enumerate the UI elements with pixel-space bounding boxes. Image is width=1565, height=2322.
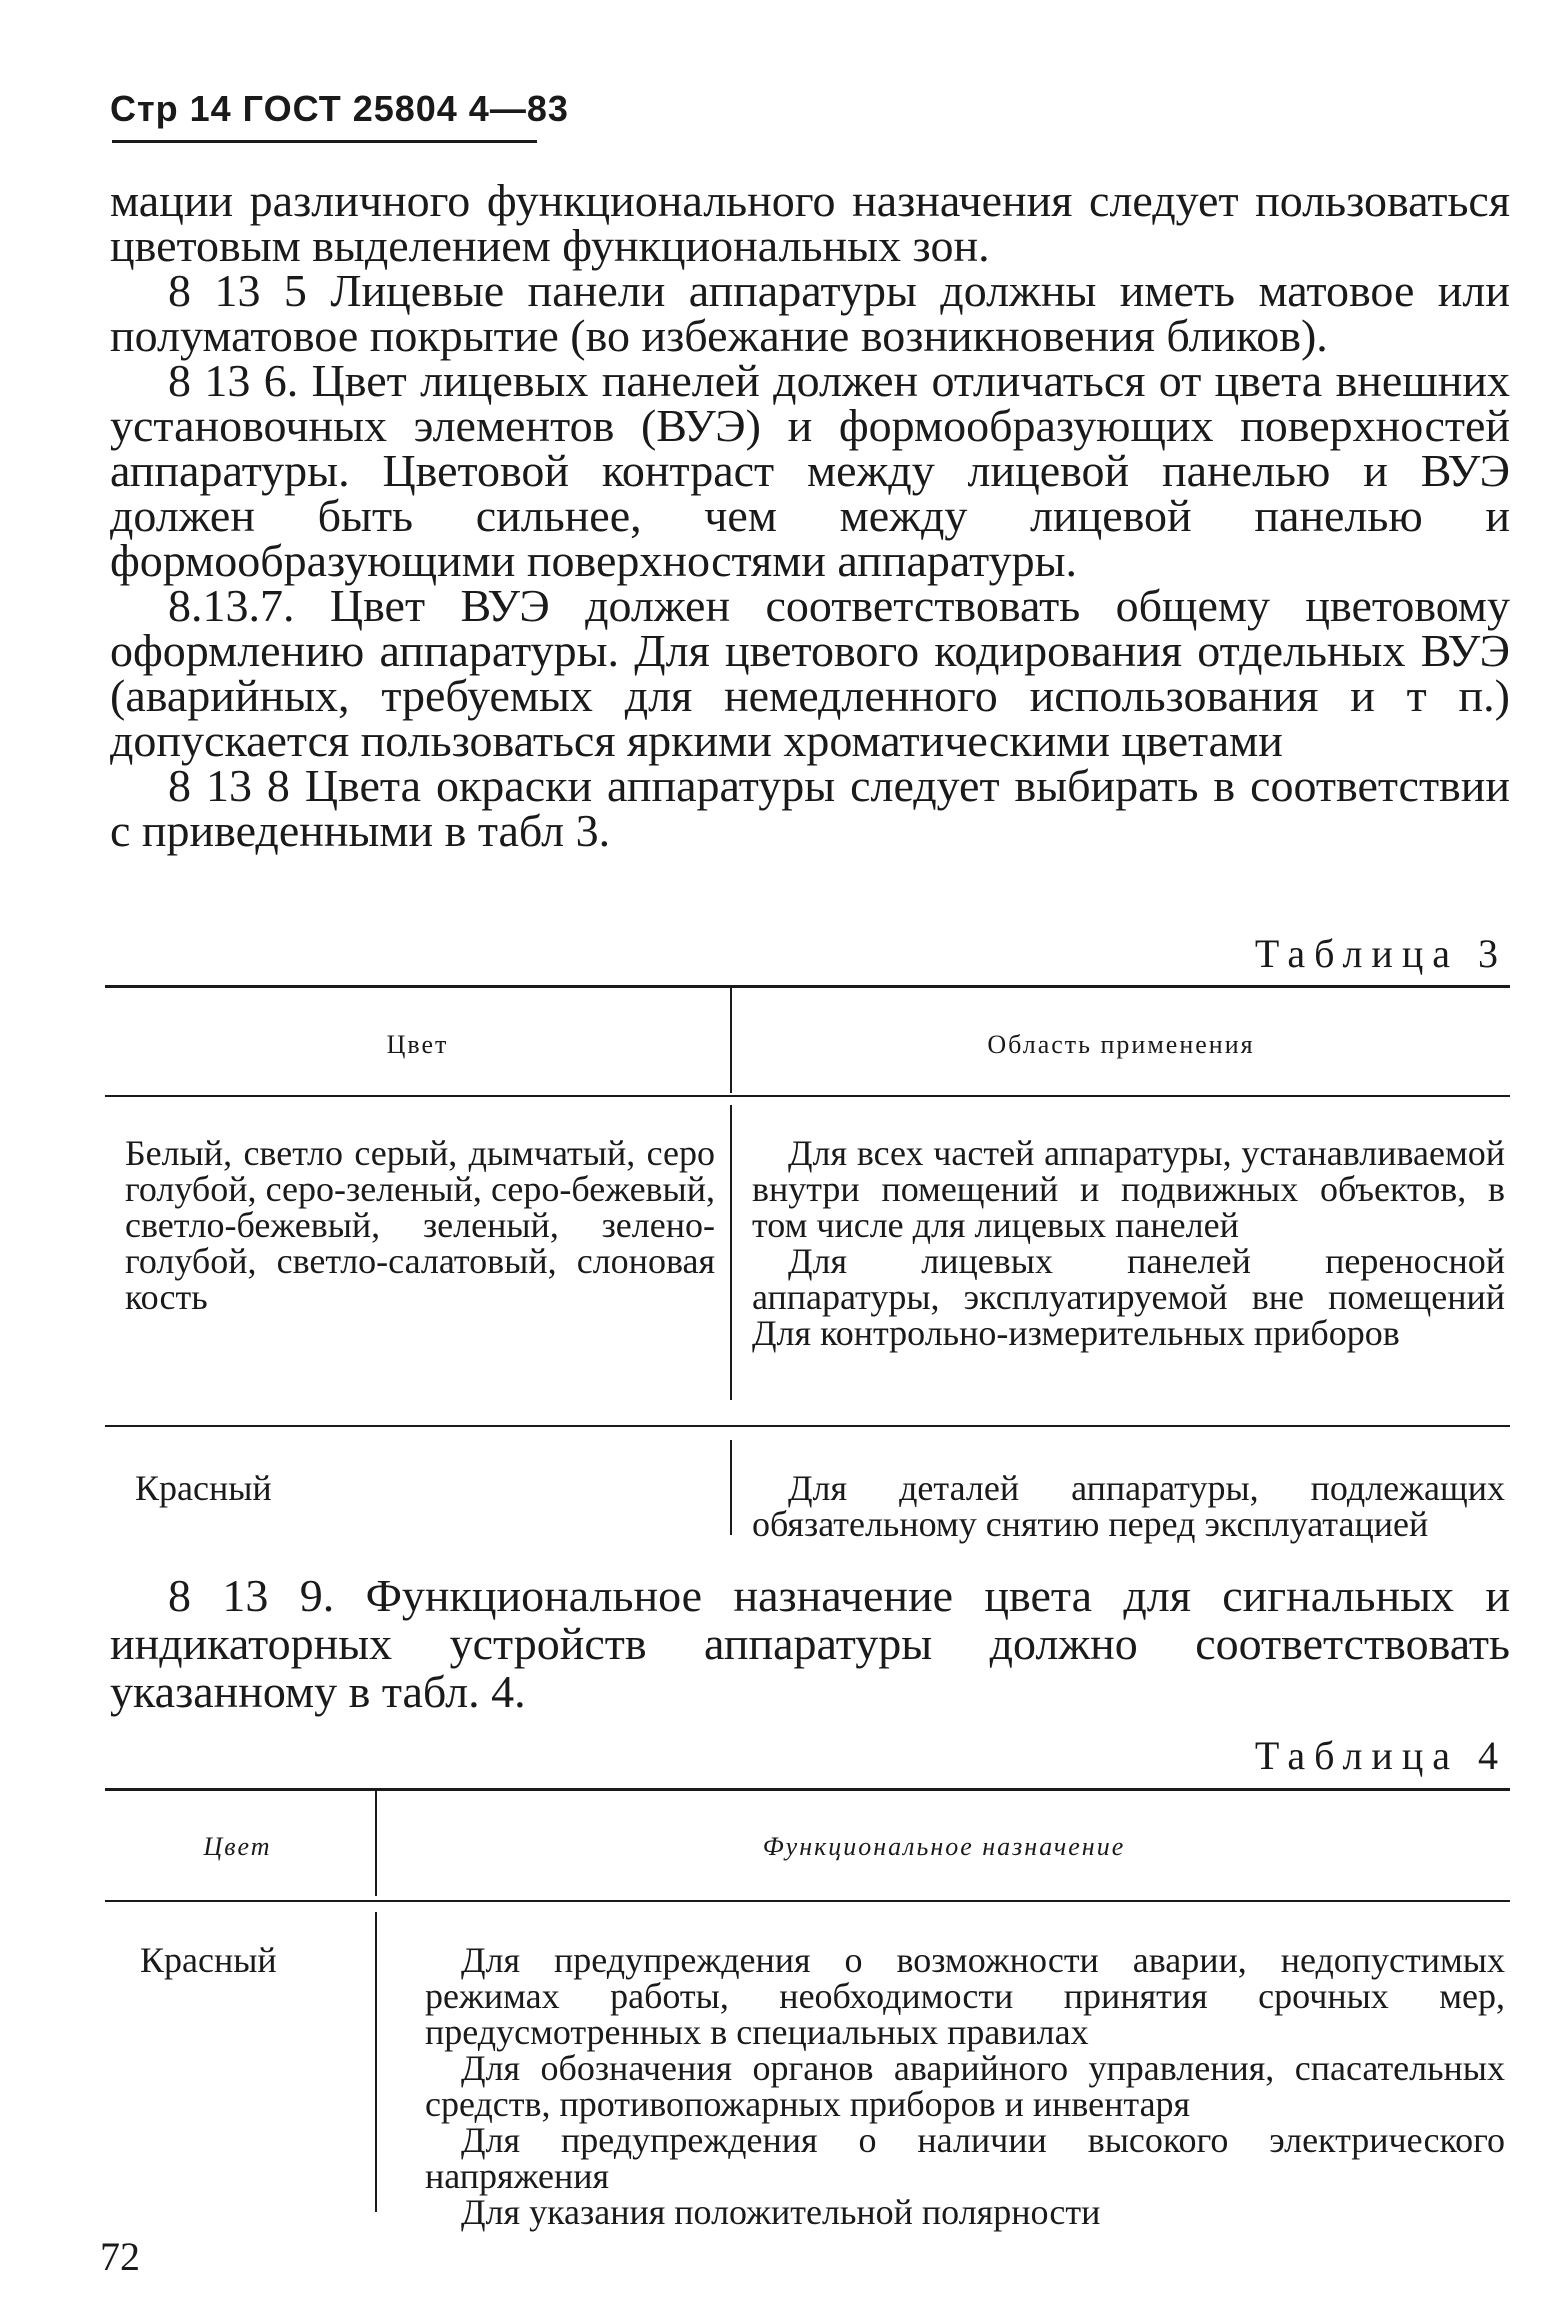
cell-text: Белый, светло серый, дымчатый, серо голубой, серо-зеленый, серо-бежевый, светло-бежевый, зеленый, зелено-голубой, светло-салатовый, слоновая кость (125, 1133, 715, 1317)
table3-row1-divider (730, 1105, 732, 1400)
table3-header-usage: Область применения (987, 1030, 1255, 1059)
paragraph: 8 13 6. Цвет лицевых панелей должен отличаться от цвета внешних установочных элементов (ВУЭ) и формообразующих поверхностей аппаратуры. Цветовой контраст между лицевой панелью и ВУЭ должен быть сильнее, чем между лицевой панелью и формообразующими поверхностями аппаратуры. (110, 355, 1510, 586)
table4-top-rule (105, 1788, 1510, 1791)
cell-text: Для обозначения органов аварийного управления, спасательных средств, противопожарных приборов и инвентаря (425, 2048, 1505, 2124)
table4-header-usage: Функциональное назначение (762, 1832, 1126, 1861)
table3-header-rule (105, 1095, 1510, 1097)
cell-text: Для предупреждения о возможности аварии, недопустимых режимах работы, необходимости принятия срочных мер, предусмотренных в специальных правилах (425, 1940, 1505, 2052)
cell-text: Красный (135, 1468, 272, 1508)
cell-text: Для указания положительной полярности (461, 2192, 1101, 2232)
paragraph: 8 13 5 Лицевые панели аппаратуры должны иметь матовое или полуматовое покрытие (во избежание возникновения бликов). (110, 265, 1510, 361)
page-header: Стр 14 ГОСТ 25804 4—83 (110, 88, 569, 129)
table3-row2-usage (752, 1470, 1505, 1542)
table4-row1-color (140, 1942, 365, 1978)
table3-row-rule (105, 1425, 1510, 1427)
table3-row2-divider (730, 1440, 732, 1535)
table3-row1-color (125, 1135, 715, 1315)
table4-header-divider (375, 1791, 377, 1896)
paragraph-8-13-9 (110, 1572, 1510, 1716)
table3-header-color: Цвет (386, 1030, 449, 1059)
cell-text: Красный (140, 1940, 277, 1980)
page-number: 72 (100, 2234, 140, 2279)
cell-text: Для всех частей аппаратуры, устанавливаемой внутри помещений и подвижных объектов, в том числе для лицевых панелей (752, 1133, 1505, 1245)
table4-row1-divider (375, 1912, 377, 2212)
cell-text: Для лицевых панелей переносной аппаратуры, эксплуатируемой вне помещений Для контрольно-измерительных приборов (752, 1241, 1505, 1353)
cell-text: Для деталей аппаратуры, подлежащих обязательному снятию перед эксплуатацией (752, 1468, 1505, 1544)
table4-header-color: Цвет (203, 1832, 272, 1861)
table3-row1-usage (752, 1135, 1505, 1351)
header-rule (112, 140, 537, 143)
paragraph: 8 13 8 Цвета окраски аппаратуры следует выбирать в соответствии с приведенными в табл 3. (110, 760, 1510, 856)
paragraph: 8.13.7. Цвет ВУЭ должен соответствовать общему цветовому оформлению аппаратуры. Для цветового кодирования отдельных ВУЭ (аварийных, требуемых для немедленного использования и т п.) допускается пользоваться яркими хроматическими цветами (110, 580, 1510, 766)
table4-caption: Таблица 4 (1254, 1733, 1507, 1778)
cell-text: Для предупреждения о наличии высокого электрического напряжения (425, 2120, 1505, 2196)
table3-header-divider (730, 988, 732, 1093)
table3-row2-color (135, 1470, 715, 1506)
paragraph: 8 13 9. Функциональное назначение цвета для сигнальных и индикаторных устройств аппаратуры должно соответствовать указанному в табл. 4. (110, 1570, 1510, 1717)
table4-header-rule (105, 1900, 1510, 1902)
paragraph: мации различного функционального назначения следует пользоваться цветовым выделением функциональных зон. (110, 175, 1510, 271)
body-text (110, 175, 1510, 856)
table3-top-rule (105, 985, 1510, 988)
table4-row1-usage (425, 1942, 1505, 2230)
table3-caption: Таблица 3 (1254, 931, 1507, 976)
